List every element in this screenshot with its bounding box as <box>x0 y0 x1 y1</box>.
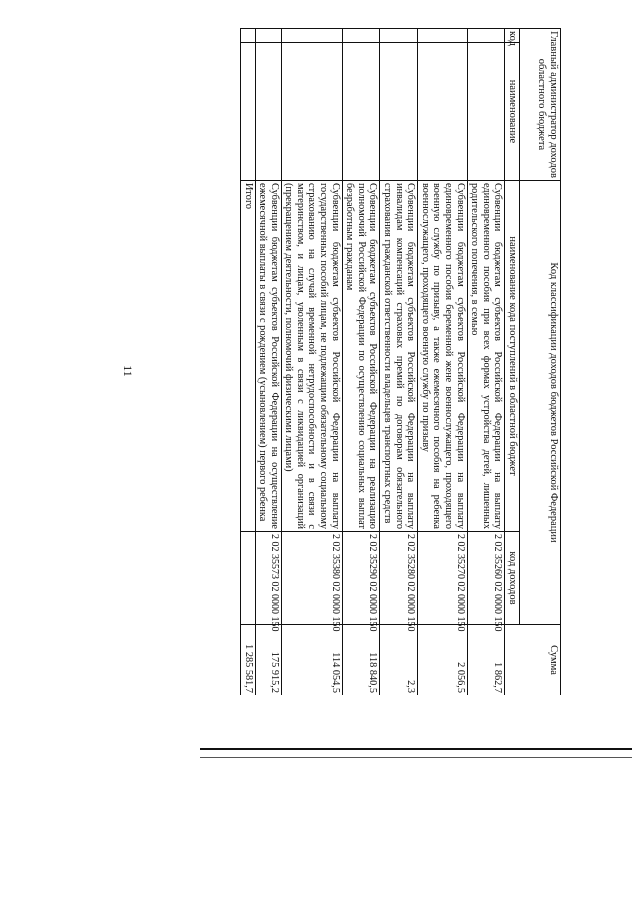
divider-line-secondary <box>200 757 632 758</box>
row-admin-name <box>281 43 342 181</box>
total-row <box>240 29 255 696</box>
total-income-code <box>240 532 255 625</box>
rotated-table-container <box>93 28 561 695</box>
total-label: Итого <box>240 181 255 532</box>
row-admin-code <box>255 29 281 43</box>
row-income-name: Субвенции бюджетам субъектов Российской Федерации на реализацию полномочий Российской Федерации по осуществлению социальных выплат безработным гражданам <box>342 181 380 532</box>
row-admin-name <box>467 43 505 181</box>
row-income-name: Субвенции бюджетам субъектов Российской Федерации на выплату единовременного пособия при всех формах устройства детей, лишенных родительского попечения, в семью <box>467 181 505 532</box>
table-row <box>418 29 467 696</box>
budget-revenue-table <box>240 28 561 695</box>
divider-line <box>200 748 632 750</box>
row-income-code: 2 02 35280 02 0000 150 <box>380 532 418 625</box>
row-admin-code <box>380 29 418 43</box>
row-income-code: 2 02 35290 02 0000 150 <box>342 532 380 625</box>
total-amount: 1 285 581,7 <box>240 625 255 695</box>
row-income-name: Субвенции бюджетам субъектов Российской Федерации на выплату государственных пособий лицам, не подлежащим обязательному социальному страхованию на случай временной нетрудоспособности и в связи с материнством, и лицам, уволенным в связи с ликвидацией организаций (прекращением деятельности, полномочий физическими лицами) <box>281 181 342 532</box>
table-row <box>281 29 342 696</box>
table-row <box>342 29 380 696</box>
row-admin-code <box>467 29 505 43</box>
header-chief-admin: Главный администратор доходов областного бюджета <box>520 29 561 181</box>
page-number: 11 <box>121 365 135 377</box>
row-admin-name <box>380 43 418 181</box>
row-amount: 2,3 <box>380 625 418 695</box>
header-code: код <box>505 29 520 43</box>
row-amount: 118 840,5 <box>342 625 380 695</box>
row-income-name: Субвенции бюджетам субъектов Российской Федерации на выплату единовременного пособия беременной жене военнослужащего, проходящего военную службу по призыву, а также ежемесячного пособия на ребенка военнослужащего, проходящего военную службу по призыву <box>418 181 467 532</box>
header-income-name: наименование кода поступлений в областной бюджет <box>505 181 520 532</box>
row-admin-name <box>255 43 281 181</box>
total-admin-code <box>240 29 255 43</box>
table-header-row <box>520 29 561 696</box>
row-admin-code <box>281 29 342 43</box>
row-amount: 175 915,2 <box>255 625 281 695</box>
row-income-name: Субвенции бюджетам субъектов Российской Федерации на осуществление ежемесячной выплаты в связи с рождением (усыновлением) первого ребенка <box>255 181 281 532</box>
rotated-table-viewport <box>93 28 561 695</box>
row-income-code: 2 02 35380 02 0000 150 <box>281 532 342 625</box>
header-name: наименование <box>505 43 520 181</box>
header-classification: Код классификации доходов бюджетов Российской Федерации <box>520 181 561 625</box>
table-row <box>255 29 281 696</box>
table-row <box>380 29 418 696</box>
total-admin-name <box>240 43 255 181</box>
row-admin-name <box>418 43 467 181</box>
row-amount: 1 862,7 <box>467 625 505 695</box>
row-admin-name <box>342 43 380 181</box>
table-subheader-row <box>505 29 520 696</box>
row-admin-code <box>342 29 380 43</box>
row-income-name: Субвенции бюджетам субъектов Российской Федерации на выплату инвалидам компенсаций страховых премий по договорам обязательного страхования гражданской ответственности владельцев транспортных средств <box>380 181 418 532</box>
row-income-code: 2 02 35573 02 0000 150 <box>255 532 281 625</box>
row-income-code: 2 02 35260 02 0000 150 <box>467 532 505 625</box>
row-amount: 114 054,5 <box>281 625 342 695</box>
row-admin-code <box>418 29 467 43</box>
row-income-code: 2 02 35270 02 0000 150 <box>418 532 467 625</box>
row-amount: 2 056,5 <box>418 625 467 695</box>
table-row <box>467 29 505 696</box>
header-sum: Сумма <box>505 625 561 695</box>
header-income-code: код доходов <box>505 532 520 625</box>
